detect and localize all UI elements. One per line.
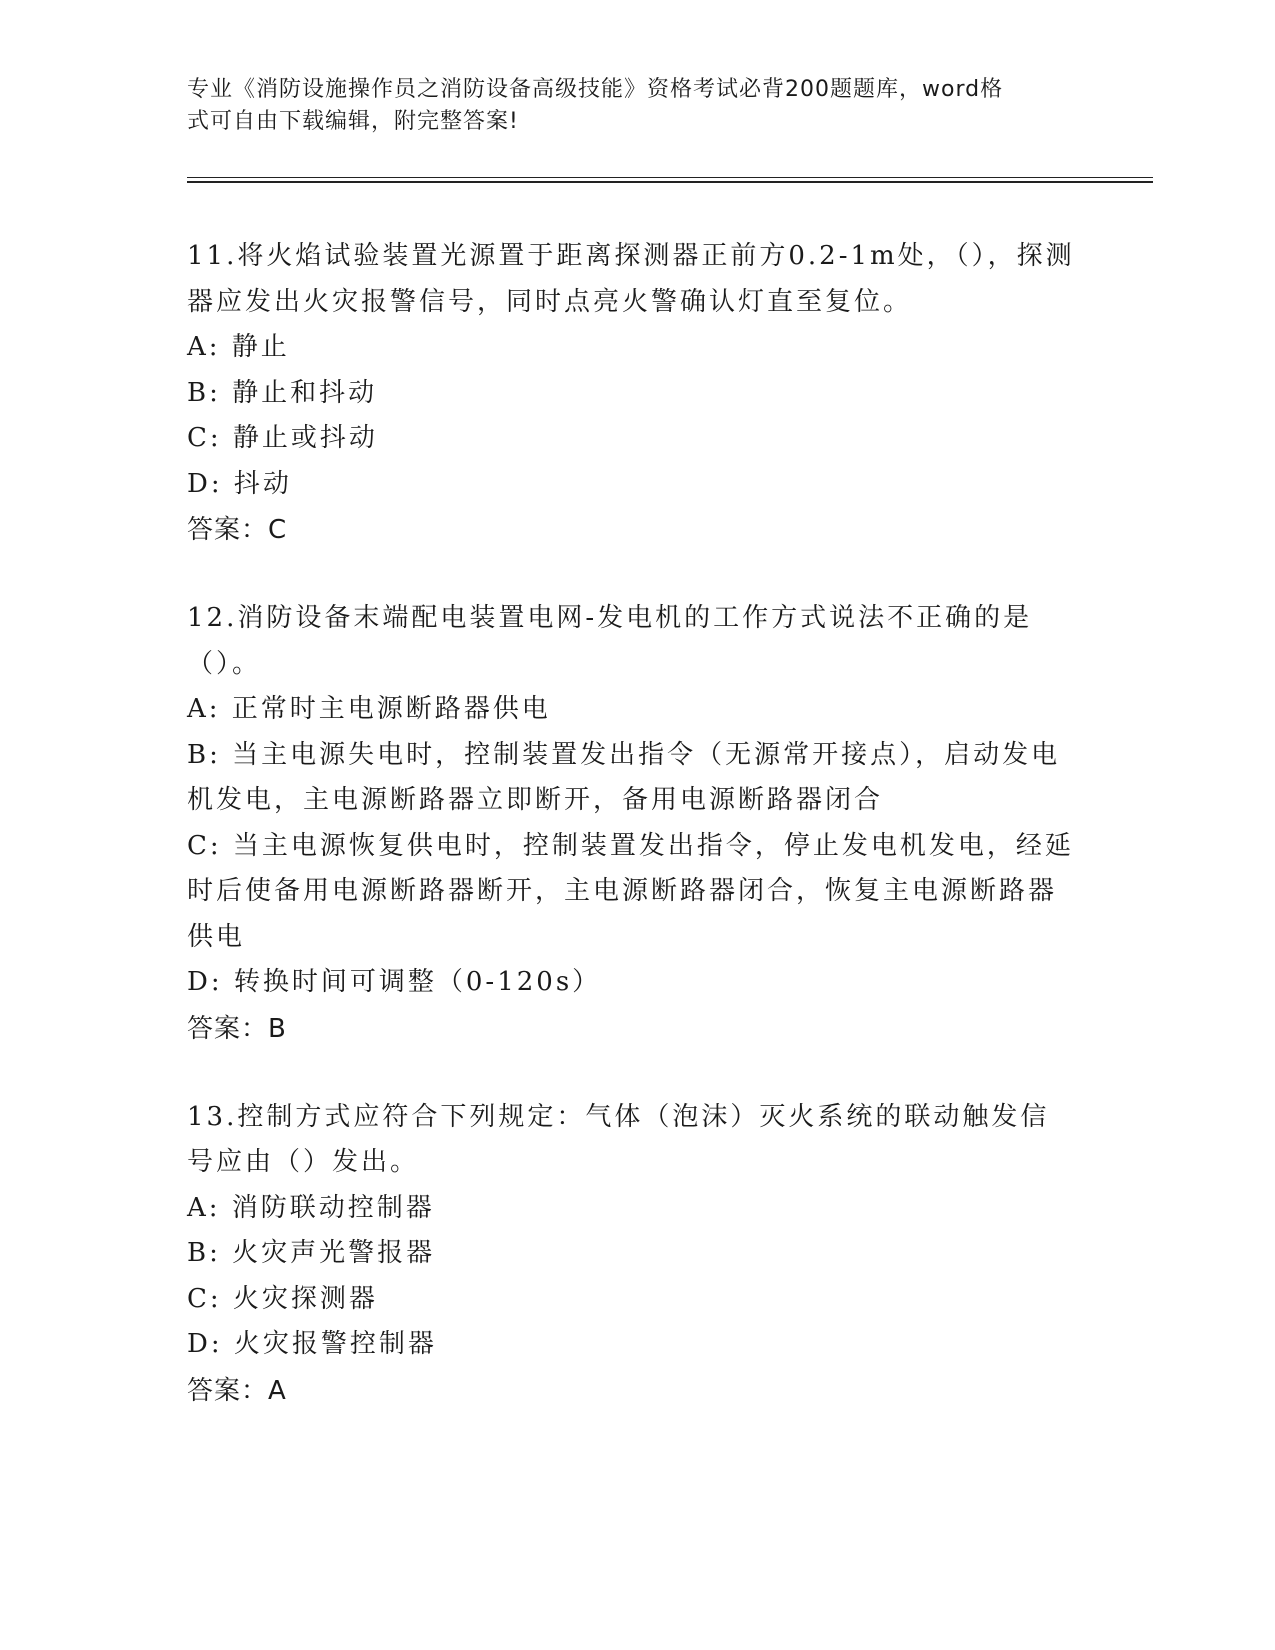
option-d: D: 抖动: [187, 468, 292, 499]
option-c: C: 当主电源恢复供电时，控制装置发出指令，停止发电机发电，经延时后使备用电源断路器断开，主电源断路器闭合，恢复主电源断路器供电: [187, 830, 1074, 952]
option-a: A: 消防联动控制器: [187, 1192, 435, 1223]
option-b: B: 静止和抖动: [187, 377, 378, 408]
option-a: A: 正常时主电源断路器供电: [187, 694, 551, 724]
option-c: C: 静止或抖动: [187, 423, 378, 453]
header-divider-thick: [187, 181, 1153, 183]
question-11: [187, 234, 1077, 553]
question-stem: 12.消防设备末端配电装置电网-发电机的工作方式说法不正确的是（）。: [187, 603, 1033, 679]
document-header: [187, 74, 1067, 138]
question-stem: 13.控制方式应符合下列规定：气体（泡沫）灭火系统的联动触发信号应由（）发出。: [187, 1101, 1050, 1177]
option-d: D: 火灾报警控制器: [187, 1329, 437, 1359]
question-13: [187, 1095, 1077, 1414]
question-12: [187, 596, 1077, 1052]
option-b: B: 当主电源失电时，控制装置发出指令（无源常开接点），启动发电机发电，主电源断路器立即断开，备用电源断路器闭合: [187, 739, 1061, 815]
header-line-2: 式可自由下载编辑，附完整答案!: [187, 109, 519, 134]
answer-line: 答案：A: [187, 1375, 287, 1406]
option-d: D: 转换时间可调整（0-120s）: [187, 967, 602, 997]
header-divider-thin: [187, 177, 1153, 178]
option-b: B: 火灾声光警报器: [187, 1238, 436, 1268]
option-c: C: 火灾探测器: [187, 1283, 378, 1314]
question-stem: 11.将火焰试验装置光源置于距离探测器正前方0.2-1m处，（），探测器应发出火灾报警信号，同时点亮火警确认灯直至复位。: [187, 241, 1075, 317]
question-list: [187, 234, 1077, 1414]
answer-line: 答案：B: [187, 1013, 287, 1044]
answer-line: 答案：C: [187, 515, 288, 545]
option-a: A: 静止: [187, 332, 290, 362]
header-line-1: 专业《消防设施操作员之消防设备高级技能》资格考试必背200题题库，word格: [187, 77, 1004, 102]
